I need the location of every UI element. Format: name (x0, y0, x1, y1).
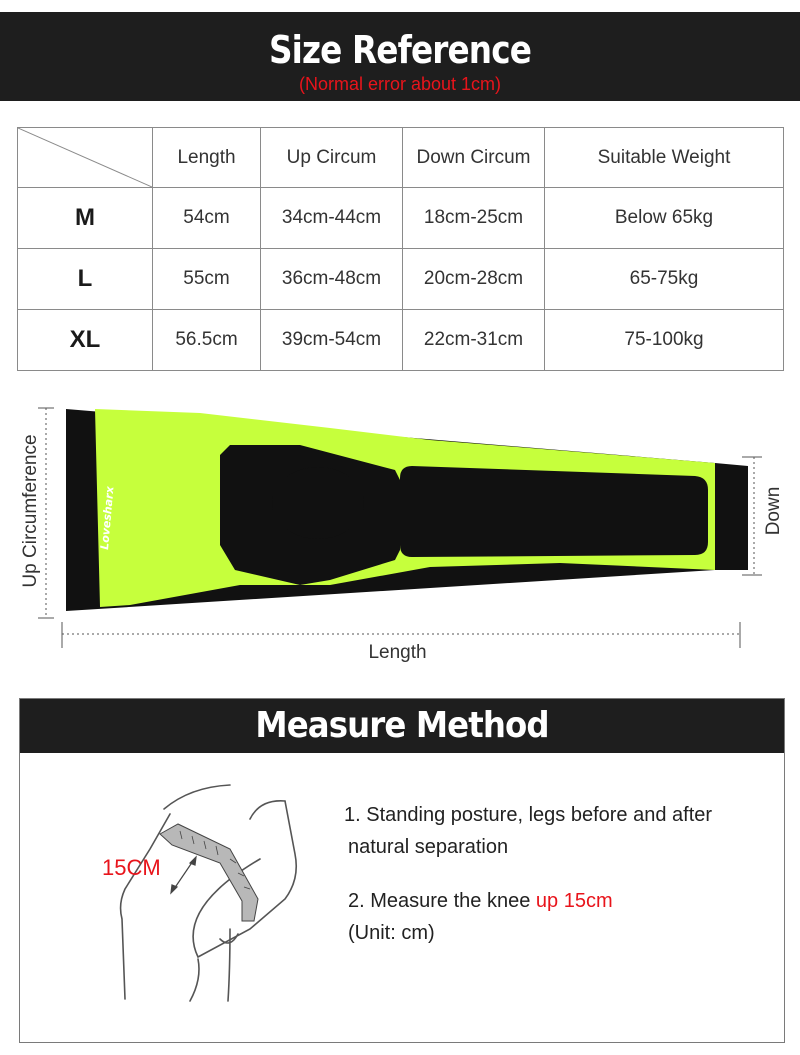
diagonal-line (18, 128, 152, 187)
leg-measure-illustration (80, 779, 310, 1004)
weight-value: 75-100kg (545, 310, 784, 371)
corner-cell (18, 128, 153, 188)
table-row (18, 310, 784, 371)
step-2-unit: (Unit: cm) (348, 922, 435, 944)
down-label: Down (763, 486, 784, 536)
measure-method-title: Measure Method (255, 705, 549, 746)
step-1-line-1: 1. Standing posture, legs before and after (344, 804, 713, 826)
measure-method-header (20, 699, 784, 753)
up-circum-value: 34cm-44cm (261, 188, 403, 249)
measure-method-section (19, 698, 785, 1043)
column-header-down-circum: Down Circum (403, 128, 545, 188)
up-circumference-label: Up Circumference (20, 434, 41, 588)
size-label: M (18, 188, 153, 249)
measuring-tape (160, 824, 258, 921)
step-1-line-2: natural separation (348, 836, 509, 858)
sleeve-illustration (0, 400, 800, 675)
weight-value: Below 65kg (545, 188, 784, 249)
size-chart-table (17, 127, 784, 371)
step-2-text (348, 885, 768, 949)
brand-logo: Lovesharx (98, 485, 117, 551)
sleeve-pad (400, 466, 708, 557)
column-header-weight: Suitable Weight (545, 128, 784, 188)
length-value: 55cm (153, 249, 261, 310)
table-row (18, 188, 784, 249)
size-label: L (18, 249, 153, 310)
sleeve-diagram (0, 400, 800, 675)
column-header-length: Length (153, 128, 261, 188)
knee-cutout (272, 467, 364, 539)
up-circum-value: 39cm-54cm (261, 310, 403, 371)
down-circum-value: 20cm-28cm (403, 249, 545, 310)
length-label: Length (368, 642, 427, 663)
page-title: Size Reference (268, 28, 532, 72)
step-1-text (344, 799, 764, 863)
table-row (18, 249, 784, 310)
length-value: 54cm (153, 188, 261, 249)
error-note: (Normal error about 1cm) (298, 74, 502, 94)
up-circum-value: 36cm-48cm (261, 249, 403, 310)
size-reference-header (0, 12, 800, 101)
weight-value: 65-75kg (545, 249, 784, 310)
down-circum-value: 18cm-25cm (403, 188, 545, 249)
down-circum-value: 22cm-31cm (403, 310, 545, 371)
step-2-highlight: up 15cm (535, 890, 613, 912)
column-header-up-circum: Up Circum (261, 128, 403, 188)
distance-label: 15CM (102, 855, 161, 880)
table-header-row (18, 128, 784, 188)
step-2-prefix: 2. Measure the knee (348, 890, 536, 912)
size-label: XL (18, 310, 153, 371)
length-value: 56.5cm (153, 310, 261, 371)
